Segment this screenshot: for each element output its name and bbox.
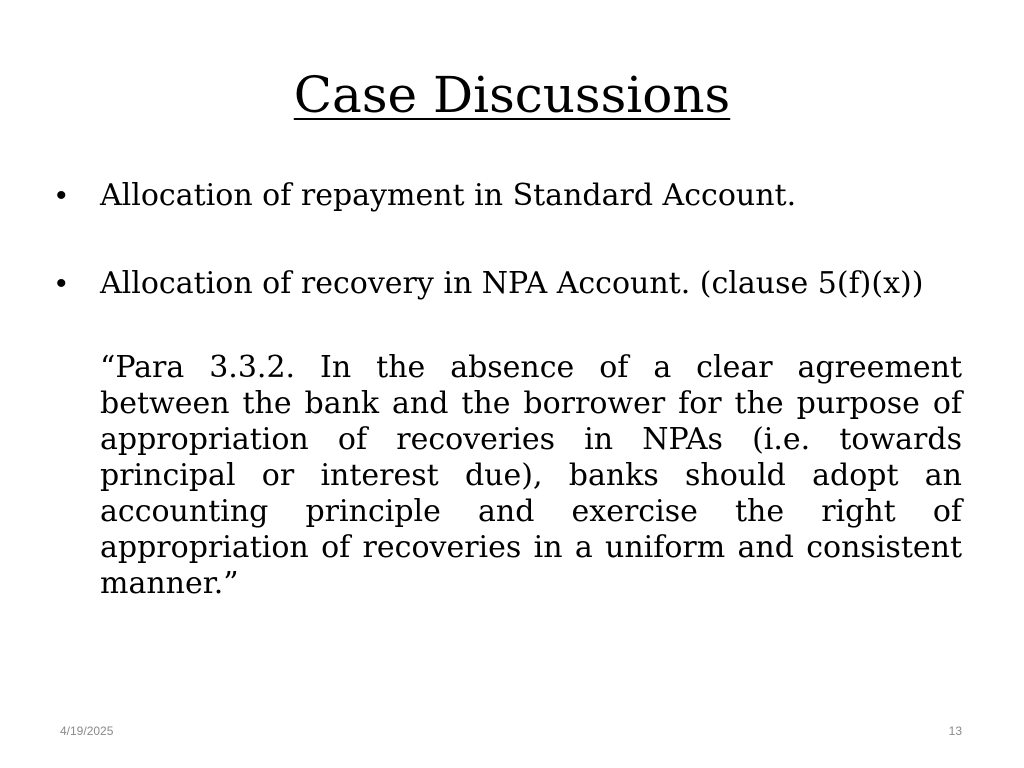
page-number: 13 <box>948 724 962 738</box>
bullet-text: Allocation of recovery in NPA Account. (clause 5(f)(x)) <box>100 266 924 301</box>
slide-content <box>56 178 962 602</box>
bullet-marker: • <box>56 267 67 300</box>
slide-title: Case Discussions <box>293 66 731 124</box>
footer-date: 4/19/2025 <box>60 724 114 738</box>
bullet-text: Allocation of repayment in Standard Account. <box>100 178 797 213</box>
bullet-item <box>56 178 962 214</box>
bullet-marker: • <box>56 179 67 212</box>
quote-paragraph: “Para 3.3.2. In the absence of a clear agreement between the bank and the borrower for the purpose of appropriation of recoveries in NPAs (i.e. towards principal or interest due), banks should adopt an accounting principle and exercise the right of appropriation of recoveries in a uniform and consistent manner.” <box>100 350 962 601</box>
bullet-item <box>56 266 962 302</box>
